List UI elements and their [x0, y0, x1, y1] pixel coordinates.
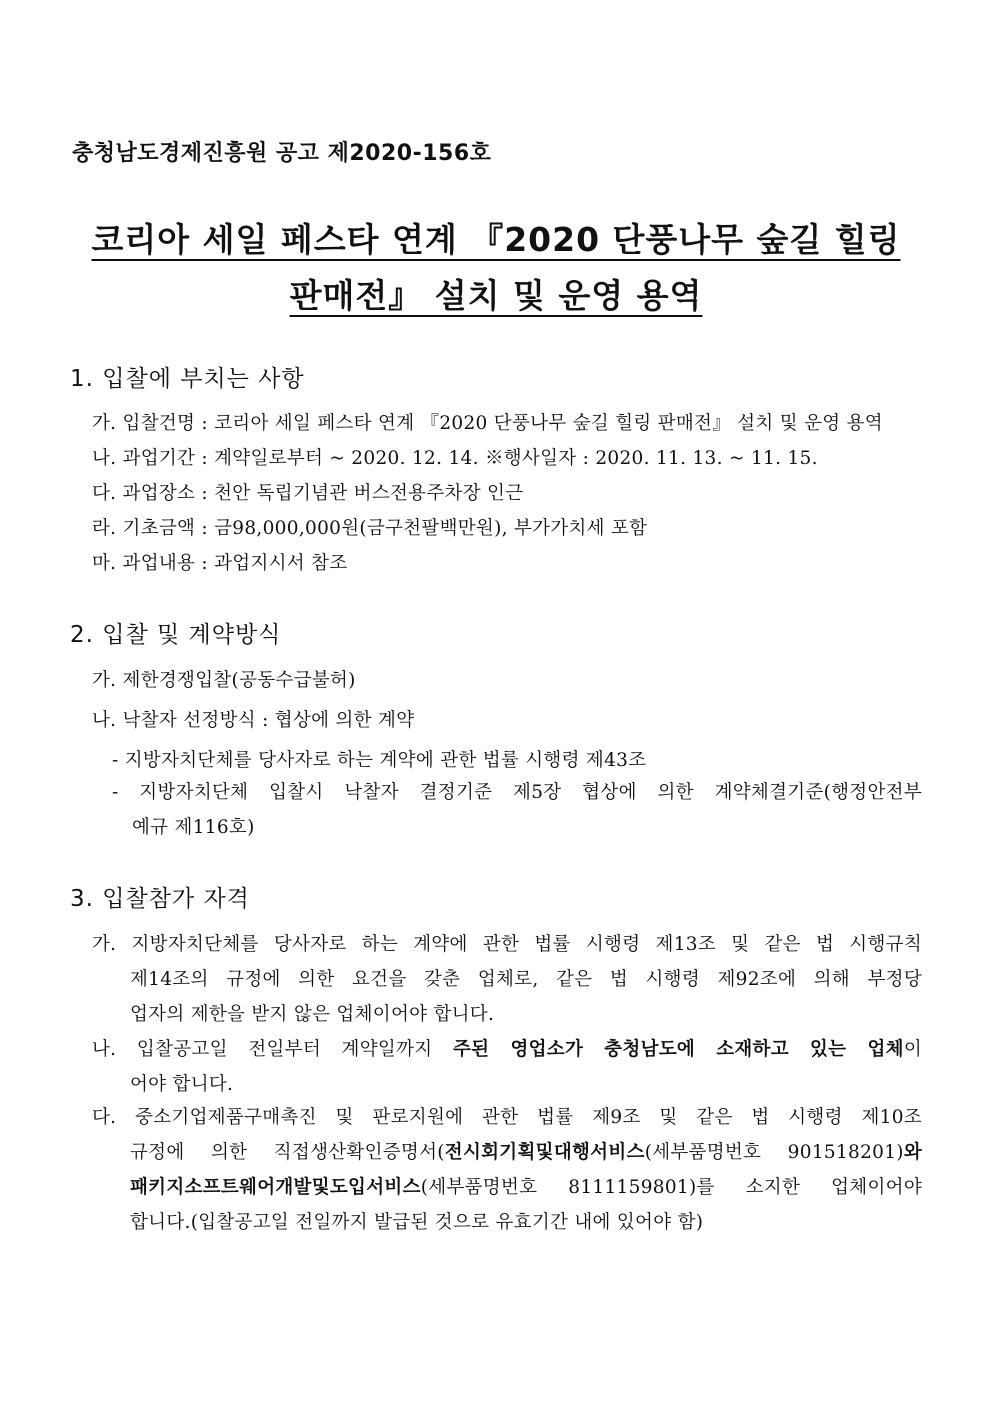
section-3-item-b-emphasis: 주된 영업소가 충청남도에 소재하고 있는 업체 [452, 1039, 904, 1060]
section-1-item-d: 라. 기초금액 : 금98,000,000원(금구천팔백만원), 부가가치세 포함 [92, 518, 648, 539]
section-3-item-b-line-2: 어야 합니다. [130, 1074, 234, 1095]
section-3-item-c-line-1: 다. 중소기업제품구매촉진 및 판로지원에 관한 법률 제9조 및 같은 법 시행령 제10조 [92, 1107, 922, 1128]
section-3-item-c-line-2 [130, 1138, 922, 1164]
section-2-item-a: 가. 제한경쟁입찰(공동수급불허) [92, 670, 356, 691]
section-2-heading: 2. 입찰 및 계약방식 [70, 622, 282, 648]
section-1-item-e: 마. 과업내용 : 과업지시서 참조 [92, 553, 348, 574]
section-3-item-a-line-1: 가. 지방자치단체를 당사자로 하는 계약에 관한 법률 시행령 제13조 및 같은 법 시행규칙 [92, 934, 922, 955]
section-1-heading: 1. 입찰에 부치는 사항 [70, 366, 305, 392]
section-1-item-b: 나. 과업기간 : 계약일로부터 ~ 2020. 12. 14. ※행사일자 : 2020. 11. 13. ~ 11. 15. [92, 448, 818, 469]
section-3-item-c-line-3 [130, 1173, 922, 1199]
section-3-item-c-emphasis-1: 전시회기획및대행서비스 [444, 1142, 645, 1163]
section-3-item-b-suffix: 이 [903, 1039, 922, 1060]
section-1-item-c: 다. 과업장소 : 천안 독립기념관 버스전용주차장 인근 [92, 483, 524, 504]
notice-number: 충청남도경제진흥원 공고 제2020-156호 [72, 141, 492, 166]
section-2-sub-item-1: - 지방자치단체를 당사자로 하는 계약에 관한 법률 시행령 제43조 [112, 750, 647, 771]
section-3-item-c-conjunction: 와 [903, 1142, 922, 1163]
section-2-sub-item-2-line-1: - 지방자치단체 입찰시 낙찰자 결정기준 제5장 협상에 의한 계약체결기준(행정안전부 [112, 782, 922, 803]
section-1-item-a: 가. 입찰건명 : 코리아 세일 페스타 연계 『2020 단풍나무 숲길 힐링 판매전』 설치 및 운영 용역 [92, 413, 883, 434]
document-title-line-2: 판매전』 설치 및 운영 용역 [289, 276, 703, 315]
section-3-item-c-code-2: (세부품명번호 8111159801)를 소지한 업체이어야 [420, 1177, 922, 1198]
section-2-item-b: 나. 낙찰자 선정방식 : 협상에 의한 계약 [92, 710, 415, 731]
document-title-line-1: 코리아 세일 페스타 연계 『2020 단풍나무 숲길 힐링 [91, 220, 901, 259]
section-3-item-b-line-1 [92, 1035, 922, 1061]
section-3-item-c-code-1: (세부품명번호 901518201) [644, 1142, 904, 1163]
section-3-item-c-emphasis-2: 패키지소프트웨어개발및도입서비스 [130, 1177, 421, 1198]
section-3-item-c-line-4: 합니다.(입찰공고일 전일까지 발급된 것으로 유효기간 내에 있어야 함) [130, 1212, 704, 1233]
section-2-sub-item-2-line-2: 예규 제116호) [132, 817, 255, 838]
section-3-item-c-text: 규정에 의한 직접생산확인증명서( [130, 1142, 445, 1163]
section-3-item-a-line-3: 업자의 제한을 받지 않은 업체이어야 합니다. [130, 1004, 495, 1025]
section-3-item-a-line-2: 제14조의 규정에 의한 요건을 갖춘 업체로, 같은 법 시행령 제92조에 의해 부정당 [130, 969, 922, 990]
section-3-heading: 3. 입찰참가 자격 [70, 886, 250, 912]
section-3-item-b-text: 나. 입찰공고일 전일부터 계약일까지 [92, 1039, 453, 1060]
